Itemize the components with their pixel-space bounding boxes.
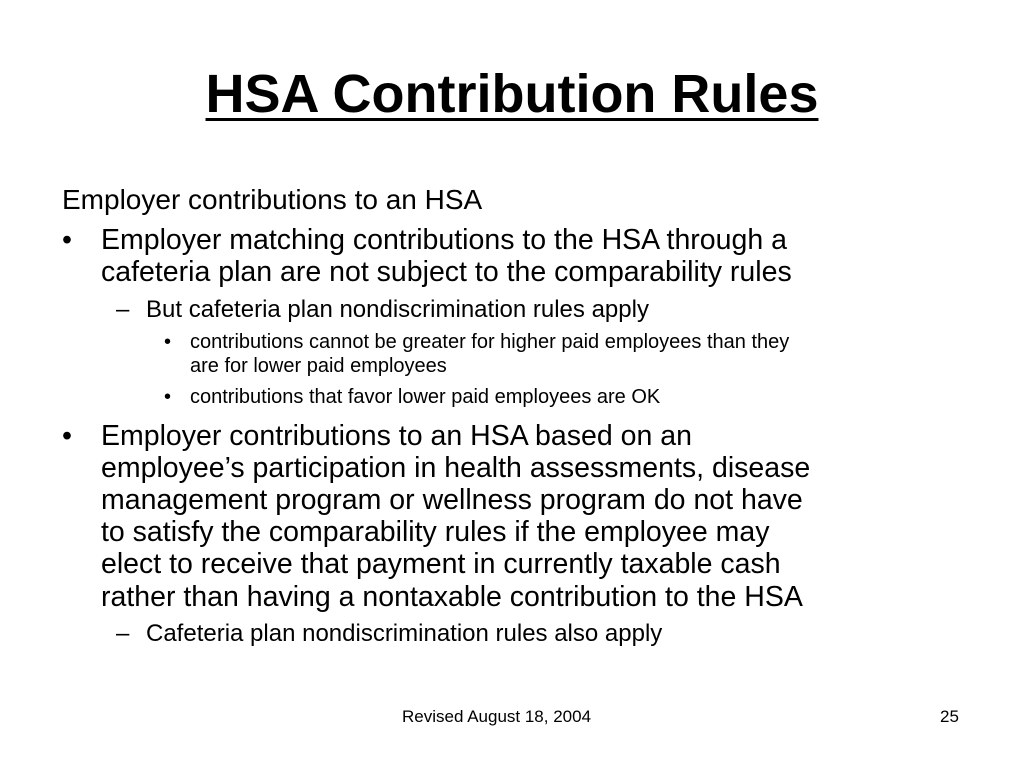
bullet-text-line: management program or wellness program do not have [101, 484, 803, 516]
revision-date: Revised August 18, 2004 [402, 707, 592, 726]
bullet-text-line: cafeteria plan are not subject to the comparability rules [101, 256, 792, 288]
bullet-marker: • [164, 386, 172, 408]
bullet-marker: • [164, 331, 172, 353]
dash-marker: – [116, 620, 130, 647]
slide-number: 25 [940, 707, 959, 726]
subsub-bullet-text-line: contributions that favor lower paid employees are OK [190, 386, 661, 408]
sub-bullet-text: Cafeteria plan nondiscrimination rules also apply [146, 620, 663, 647]
sub-bullet-text: But cafeteria plan nondiscrimination rules apply [146, 296, 649, 323]
bullet-text-line: employee’s participation in health assessments, disease [101, 452, 811, 484]
bullet-text-line: Employer contributions to an HSA based on an [101, 420, 692, 452]
section-heading: Employer contributions to an HSA [62, 184, 483, 215]
subsub-bullet-text-line: contributions cannot be greater for higher paid employees than they [190, 331, 790, 353]
bullet-text-line: elect to receive that payment in currently taxable cash [101, 548, 781, 580]
subsub-bullet-text-line: are for lower paid employees [190, 355, 447, 377]
dash-marker: – [116, 296, 130, 323]
bullet-text-line: to satisfy the comparability rules if the employee may [101, 516, 770, 548]
bullet-marker: • [62, 420, 72, 452]
bullet-text-line: Employer matching contributions to the HSA through a [101, 224, 787, 256]
slide-title: HSA Contribution Rules [205, 64, 819, 124]
bullet-text-line: rather than having a nontaxable contribution to the HSA [101, 581, 803, 613]
bullet-marker: • [62, 224, 72, 256]
